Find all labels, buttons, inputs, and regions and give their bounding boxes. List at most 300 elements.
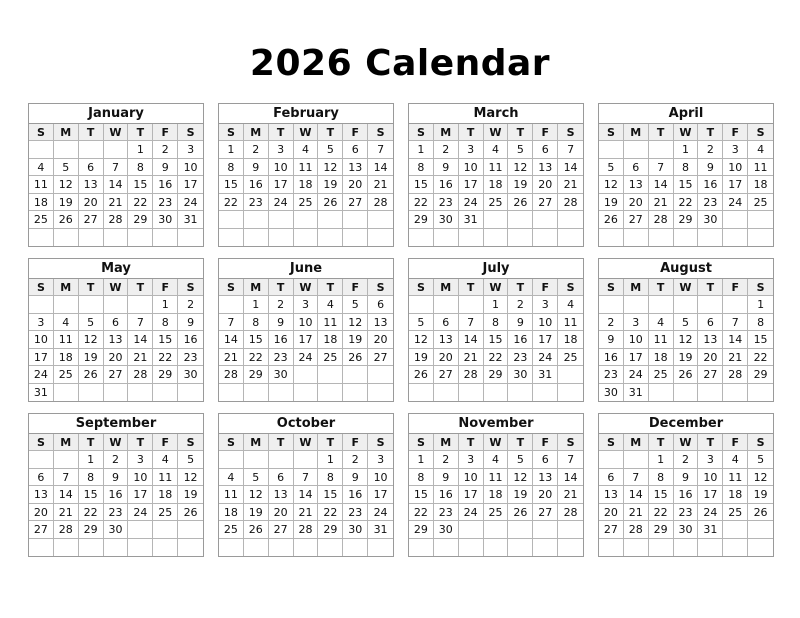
day-cell: 9 bbox=[508, 314, 533, 332]
day-cell: 23 bbox=[343, 504, 368, 522]
day-cell: 30 bbox=[698, 211, 723, 229]
day-cell: 27 bbox=[533, 504, 558, 522]
day-cell: 8 bbox=[484, 314, 509, 332]
day-cell bbox=[558, 539, 583, 557]
weekday-header: S bbox=[29, 124, 54, 141]
day-cell: 23 bbox=[244, 194, 269, 212]
day-cell bbox=[649, 296, 674, 314]
day-cell: 21 bbox=[558, 486, 583, 504]
weekday-header: S bbox=[409, 279, 434, 296]
weekday-header: T bbox=[459, 279, 484, 296]
day-cell: 11 bbox=[558, 314, 583, 332]
day-cell: 7 bbox=[104, 159, 129, 177]
day-cell: 21 bbox=[219, 349, 244, 367]
day-cell: 7 bbox=[558, 141, 583, 159]
day-cell: 29 bbox=[649, 521, 674, 539]
day-cell: 8 bbox=[649, 469, 674, 487]
month-name: January bbox=[29, 104, 203, 124]
weekday-header: T bbox=[649, 434, 674, 451]
day-cell: 20 bbox=[29, 504, 54, 522]
day-cell: 11 bbox=[723, 469, 748, 487]
weekday-header: S bbox=[178, 279, 203, 296]
day-cell: 13 bbox=[343, 159, 368, 177]
day-cell bbox=[723, 539, 748, 557]
day-cell: 24 bbox=[698, 504, 723, 522]
weekday-header: T bbox=[698, 434, 723, 451]
day-cell: 16 bbox=[104, 486, 129, 504]
day-cell: 3 bbox=[459, 451, 484, 469]
day-cell bbox=[599, 539, 624, 557]
day-cell bbox=[674, 229, 699, 247]
day-cell: 22 bbox=[219, 194, 244, 212]
day-cell: 17 bbox=[294, 331, 319, 349]
day-cell: 31 bbox=[533, 366, 558, 384]
day-cell: 6 bbox=[79, 159, 104, 177]
day-cell: 22 bbox=[79, 504, 104, 522]
day-cell bbox=[674, 539, 699, 557]
day-cell: 28 bbox=[104, 211, 129, 229]
weekday-header: T bbox=[79, 434, 104, 451]
weekday-header: S bbox=[368, 279, 393, 296]
day-cell: 24 bbox=[533, 349, 558, 367]
day-grid bbox=[29, 434, 203, 556]
day-cell: 12 bbox=[318, 159, 343, 177]
month-november bbox=[408, 413, 584, 557]
weekday-header: S bbox=[599, 279, 624, 296]
day-cell: 4 bbox=[748, 141, 773, 159]
day-cell bbox=[128, 229, 153, 247]
day-cell: 31 bbox=[698, 521, 723, 539]
day-cell: 8 bbox=[128, 159, 153, 177]
weekday-header: W bbox=[484, 279, 509, 296]
day-cell bbox=[219, 296, 244, 314]
day-cell: 28 bbox=[558, 194, 583, 212]
day-cell: 2 bbox=[434, 141, 459, 159]
day-grid bbox=[409, 434, 583, 556]
day-cell bbox=[599, 451, 624, 469]
day-cell: 4 bbox=[29, 159, 54, 177]
day-cell: 16 bbox=[599, 349, 624, 367]
day-cell: 11 bbox=[484, 159, 509, 177]
weekday-header: T bbox=[128, 434, 153, 451]
day-cell: 16 bbox=[244, 176, 269, 194]
day-cell bbox=[269, 229, 294, 247]
day-cell: 1 bbox=[153, 296, 178, 314]
day-cell: 18 bbox=[649, 349, 674, 367]
day-cell bbox=[624, 229, 649, 247]
day-cell: 11 bbox=[29, 176, 54, 194]
day-cell: 13 bbox=[599, 486, 624, 504]
day-cell: 11 bbox=[153, 469, 178, 487]
day-cell bbox=[409, 539, 434, 557]
day-cell bbox=[533, 521, 558, 539]
day-cell: 24 bbox=[459, 194, 484, 212]
day-cell: 21 bbox=[104, 194, 129, 212]
day-cell: 26 bbox=[599, 211, 624, 229]
day-cell bbox=[723, 296, 748, 314]
day-cell: 21 bbox=[558, 176, 583, 194]
day-cell: 17 bbox=[459, 176, 484, 194]
weekday-header: M bbox=[624, 434, 649, 451]
day-cell: 21 bbox=[723, 349, 748, 367]
day-cell: 6 bbox=[343, 141, 368, 159]
day-cell: 3 bbox=[624, 314, 649, 332]
day-cell bbox=[434, 539, 459, 557]
day-cell: 13 bbox=[698, 331, 723, 349]
day-cell: 15 bbox=[318, 486, 343, 504]
day-cell bbox=[104, 539, 129, 557]
day-cell: 10 bbox=[533, 314, 558, 332]
day-cell: 18 bbox=[153, 486, 178, 504]
day-cell: 24 bbox=[269, 194, 294, 212]
day-cell: 18 bbox=[294, 176, 319, 194]
day-cell: 17 bbox=[178, 176, 203, 194]
weekday-header: F bbox=[343, 124, 368, 141]
day-cell: 26 bbox=[409, 366, 434, 384]
day-cell: 1 bbox=[409, 141, 434, 159]
day-cell: 2 bbox=[244, 141, 269, 159]
day-cell bbox=[434, 296, 459, 314]
month-name: October bbox=[219, 414, 393, 434]
day-cell: 30 bbox=[269, 366, 294, 384]
day-cell: 30 bbox=[104, 521, 129, 539]
day-cell: 16 bbox=[269, 331, 294, 349]
day-cell bbox=[104, 296, 129, 314]
day-cell: 4 bbox=[318, 296, 343, 314]
day-cell: 22 bbox=[318, 504, 343, 522]
day-cell: 2 bbox=[698, 141, 723, 159]
day-cell: 24 bbox=[178, 194, 203, 212]
day-cell: 22 bbox=[153, 349, 178, 367]
day-cell bbox=[434, 229, 459, 247]
day-cell bbox=[409, 384, 434, 402]
weekday-header: S bbox=[368, 434, 393, 451]
day-cell: 7 bbox=[294, 469, 319, 487]
day-cell: 7 bbox=[624, 469, 649, 487]
day-cell: 3 bbox=[178, 141, 203, 159]
day-cell: 29 bbox=[128, 211, 153, 229]
day-cell: 31 bbox=[459, 211, 484, 229]
day-cell: 11 bbox=[294, 159, 319, 177]
weekday-header: W bbox=[674, 434, 699, 451]
day-cell: 27 bbox=[434, 366, 459, 384]
weekday-header: T bbox=[269, 279, 294, 296]
weekday-header: T bbox=[698, 124, 723, 141]
day-cell bbox=[269, 384, 294, 402]
day-cell: 20 bbox=[79, 194, 104, 212]
day-cell bbox=[508, 384, 533, 402]
day-cell: 3 bbox=[459, 141, 484, 159]
day-cell: 8 bbox=[244, 314, 269, 332]
day-cell bbox=[343, 384, 368, 402]
day-cell: 27 bbox=[698, 366, 723, 384]
day-cell: 1 bbox=[409, 451, 434, 469]
weekday-header: S bbox=[368, 124, 393, 141]
day-cell: 30 bbox=[178, 366, 203, 384]
day-cell bbox=[533, 384, 558, 402]
day-cell: 25 bbox=[219, 521, 244, 539]
day-cell: 9 bbox=[269, 314, 294, 332]
day-cell bbox=[343, 229, 368, 247]
day-cell: 27 bbox=[343, 194, 368, 212]
page-title: 2026 Calendar bbox=[249, 43, 551, 84]
month-name: May bbox=[29, 259, 203, 279]
day-cell bbox=[649, 384, 674, 402]
weekday-header: T bbox=[698, 279, 723, 296]
day-cell: 1 bbox=[748, 296, 773, 314]
weekday-header: S bbox=[599, 124, 624, 141]
day-cell: 30 bbox=[434, 521, 459, 539]
day-cell: 29 bbox=[409, 521, 434, 539]
day-cell bbox=[343, 211, 368, 229]
day-cell: 12 bbox=[244, 486, 269, 504]
day-cell bbox=[244, 451, 269, 469]
day-grid bbox=[409, 279, 583, 401]
day-cell: 9 bbox=[178, 314, 203, 332]
day-cell: 3 bbox=[294, 296, 319, 314]
day-grid bbox=[599, 279, 773, 401]
weekday-header: T bbox=[508, 124, 533, 141]
day-cell: 28 bbox=[624, 521, 649, 539]
day-cell bbox=[54, 539, 79, 557]
day-cell: 5 bbox=[409, 314, 434, 332]
weekday-header: W bbox=[294, 279, 319, 296]
day-cell: 30 bbox=[434, 211, 459, 229]
weekday-header: S bbox=[599, 434, 624, 451]
day-cell bbox=[748, 229, 773, 247]
day-cell: 19 bbox=[178, 486, 203, 504]
day-cell bbox=[269, 211, 294, 229]
weekday-header: W bbox=[104, 124, 129, 141]
day-cell: 12 bbox=[178, 469, 203, 487]
day-cell bbox=[484, 211, 509, 229]
day-cell: 2 bbox=[178, 296, 203, 314]
day-cell: 26 bbox=[508, 504, 533, 522]
day-cell bbox=[508, 539, 533, 557]
day-cell bbox=[368, 229, 393, 247]
day-cell: 15 bbox=[748, 331, 773, 349]
day-cell: 18 bbox=[748, 176, 773, 194]
day-cell: 28 bbox=[723, 366, 748, 384]
day-cell bbox=[533, 229, 558, 247]
day-cell: 4 bbox=[153, 451, 178, 469]
day-cell: 31 bbox=[368, 521, 393, 539]
day-cell: 22 bbox=[409, 504, 434, 522]
weekday-header: T bbox=[128, 279, 153, 296]
day-cell bbox=[624, 451, 649, 469]
day-cell: 30 bbox=[508, 366, 533, 384]
weekday-header: S bbox=[29, 279, 54, 296]
day-cell: 12 bbox=[674, 331, 699, 349]
day-grid bbox=[409, 124, 583, 246]
day-cell: 30 bbox=[674, 521, 699, 539]
day-cell: 19 bbox=[318, 176, 343, 194]
day-cell bbox=[178, 521, 203, 539]
day-cell bbox=[318, 229, 343, 247]
day-cell bbox=[459, 229, 484, 247]
day-cell bbox=[484, 384, 509, 402]
day-cell: 20 bbox=[624, 194, 649, 212]
day-cell: 22 bbox=[484, 349, 509, 367]
day-cell: 14 bbox=[558, 159, 583, 177]
day-cell: 6 bbox=[269, 469, 294, 487]
day-cell: 6 bbox=[104, 314, 129, 332]
day-cell: 21 bbox=[649, 194, 674, 212]
weekday-header: T bbox=[508, 434, 533, 451]
day-cell: 4 bbox=[484, 141, 509, 159]
day-cell: 17 bbox=[624, 349, 649, 367]
day-cell bbox=[698, 229, 723, 247]
day-cell bbox=[318, 211, 343, 229]
weekday-header: W bbox=[294, 434, 319, 451]
day-cell bbox=[104, 229, 129, 247]
day-cell: 2 bbox=[599, 314, 624, 332]
day-cell: 17 bbox=[698, 486, 723, 504]
day-cell bbox=[153, 229, 178, 247]
weekday-header: W bbox=[674, 279, 699, 296]
day-cell: 28 bbox=[128, 366, 153, 384]
day-cell: 10 bbox=[128, 469, 153, 487]
day-cell bbox=[294, 451, 319, 469]
day-cell: 26 bbox=[508, 194, 533, 212]
day-cell: 3 bbox=[723, 141, 748, 159]
day-cell bbox=[459, 539, 484, 557]
weekday-header: T bbox=[649, 124, 674, 141]
day-cell: 26 bbox=[54, 211, 79, 229]
day-cell bbox=[723, 211, 748, 229]
day-cell: 28 bbox=[459, 366, 484, 384]
day-cell: 25 bbox=[54, 366, 79, 384]
day-cell: 9 bbox=[434, 159, 459, 177]
day-cell bbox=[434, 384, 459, 402]
day-cell: 12 bbox=[599, 176, 624, 194]
day-cell bbox=[294, 366, 319, 384]
weekday-header: F bbox=[153, 434, 178, 451]
day-cell: 3 bbox=[698, 451, 723, 469]
day-cell bbox=[294, 229, 319, 247]
day-cell: 29 bbox=[79, 521, 104, 539]
day-cell: 25 bbox=[748, 194, 773, 212]
day-cell: 22 bbox=[244, 349, 269, 367]
day-cell: 14 bbox=[624, 486, 649, 504]
day-cell: 15 bbox=[409, 486, 434, 504]
month-october bbox=[218, 413, 394, 557]
day-cell: 31 bbox=[29, 384, 54, 402]
day-cell bbox=[723, 384, 748, 402]
month-june bbox=[218, 258, 394, 402]
day-cell: 22 bbox=[128, 194, 153, 212]
day-cell: 24 bbox=[29, 366, 54, 384]
day-cell: 27 bbox=[79, 211, 104, 229]
day-cell: 23 bbox=[698, 194, 723, 212]
day-cell bbox=[269, 539, 294, 557]
weekday-header: F bbox=[723, 434, 748, 451]
day-cell: 6 bbox=[533, 451, 558, 469]
day-cell: 15 bbox=[128, 176, 153, 194]
day-cell: 9 bbox=[434, 469, 459, 487]
day-grid bbox=[219, 279, 393, 401]
day-cell: 19 bbox=[409, 349, 434, 367]
day-cell: 14 bbox=[104, 176, 129, 194]
day-cell: 17 bbox=[29, 349, 54, 367]
day-cell bbox=[508, 521, 533, 539]
day-cell bbox=[128, 296, 153, 314]
day-cell: 2 bbox=[269, 296, 294, 314]
day-cell bbox=[459, 521, 484, 539]
weekday-header: S bbox=[409, 124, 434, 141]
day-cell: 28 bbox=[54, 521, 79, 539]
weekday-header: T bbox=[318, 434, 343, 451]
day-cell: 19 bbox=[244, 504, 269, 522]
day-cell bbox=[79, 539, 104, 557]
day-cell: 13 bbox=[269, 486, 294, 504]
day-cell: 5 bbox=[674, 314, 699, 332]
day-cell: 21 bbox=[128, 349, 153, 367]
day-grid bbox=[29, 279, 203, 401]
day-cell: 11 bbox=[649, 331, 674, 349]
day-cell: 31 bbox=[178, 211, 203, 229]
day-cell: 7 bbox=[459, 314, 484, 332]
day-cell: 23 bbox=[508, 349, 533, 367]
day-cell: 26 bbox=[748, 504, 773, 522]
day-cell bbox=[368, 539, 393, 557]
day-cell: 27 bbox=[624, 211, 649, 229]
day-cell: 18 bbox=[723, 486, 748, 504]
day-cell: 19 bbox=[748, 486, 773, 504]
day-cell: 1 bbox=[79, 451, 104, 469]
weekday-header: T bbox=[269, 434, 294, 451]
day-cell bbox=[128, 384, 153, 402]
day-cell: 11 bbox=[484, 469, 509, 487]
day-cell bbox=[54, 451, 79, 469]
day-cell: 22 bbox=[674, 194, 699, 212]
day-cell bbox=[244, 211, 269, 229]
day-cell bbox=[533, 539, 558, 557]
day-cell bbox=[54, 141, 79, 159]
day-cell: 9 bbox=[244, 159, 269, 177]
day-cell bbox=[459, 296, 484, 314]
day-cell bbox=[508, 211, 533, 229]
weekday-header: S bbox=[219, 279, 244, 296]
day-cell: 5 bbox=[79, 314, 104, 332]
day-cell: 24 bbox=[294, 349, 319, 367]
weekday-header: T bbox=[79, 279, 104, 296]
weekday-header: T bbox=[318, 279, 343, 296]
day-cell bbox=[649, 229, 674, 247]
day-cell: 30 bbox=[343, 521, 368, 539]
day-cell: 4 bbox=[294, 141, 319, 159]
day-cell bbox=[29, 229, 54, 247]
weekday-header: S bbox=[219, 124, 244, 141]
day-cell: 18 bbox=[29, 194, 54, 212]
day-grid bbox=[599, 434, 773, 556]
day-cell: 7 bbox=[558, 451, 583, 469]
day-cell: 14 bbox=[459, 331, 484, 349]
weekday-header: F bbox=[533, 124, 558, 141]
day-cell: 20 bbox=[533, 176, 558, 194]
day-cell bbox=[508, 229, 533, 247]
day-cell: 12 bbox=[343, 314, 368, 332]
day-cell: 17 bbox=[723, 176, 748, 194]
day-cell: 1 bbox=[244, 296, 269, 314]
day-cell bbox=[698, 296, 723, 314]
day-cell: 18 bbox=[484, 486, 509, 504]
weekday-header: M bbox=[434, 434, 459, 451]
weekday-header: W bbox=[484, 434, 509, 451]
day-cell: 8 bbox=[409, 469, 434, 487]
day-cell: 5 bbox=[244, 469, 269, 487]
day-cell: 6 bbox=[29, 469, 54, 487]
